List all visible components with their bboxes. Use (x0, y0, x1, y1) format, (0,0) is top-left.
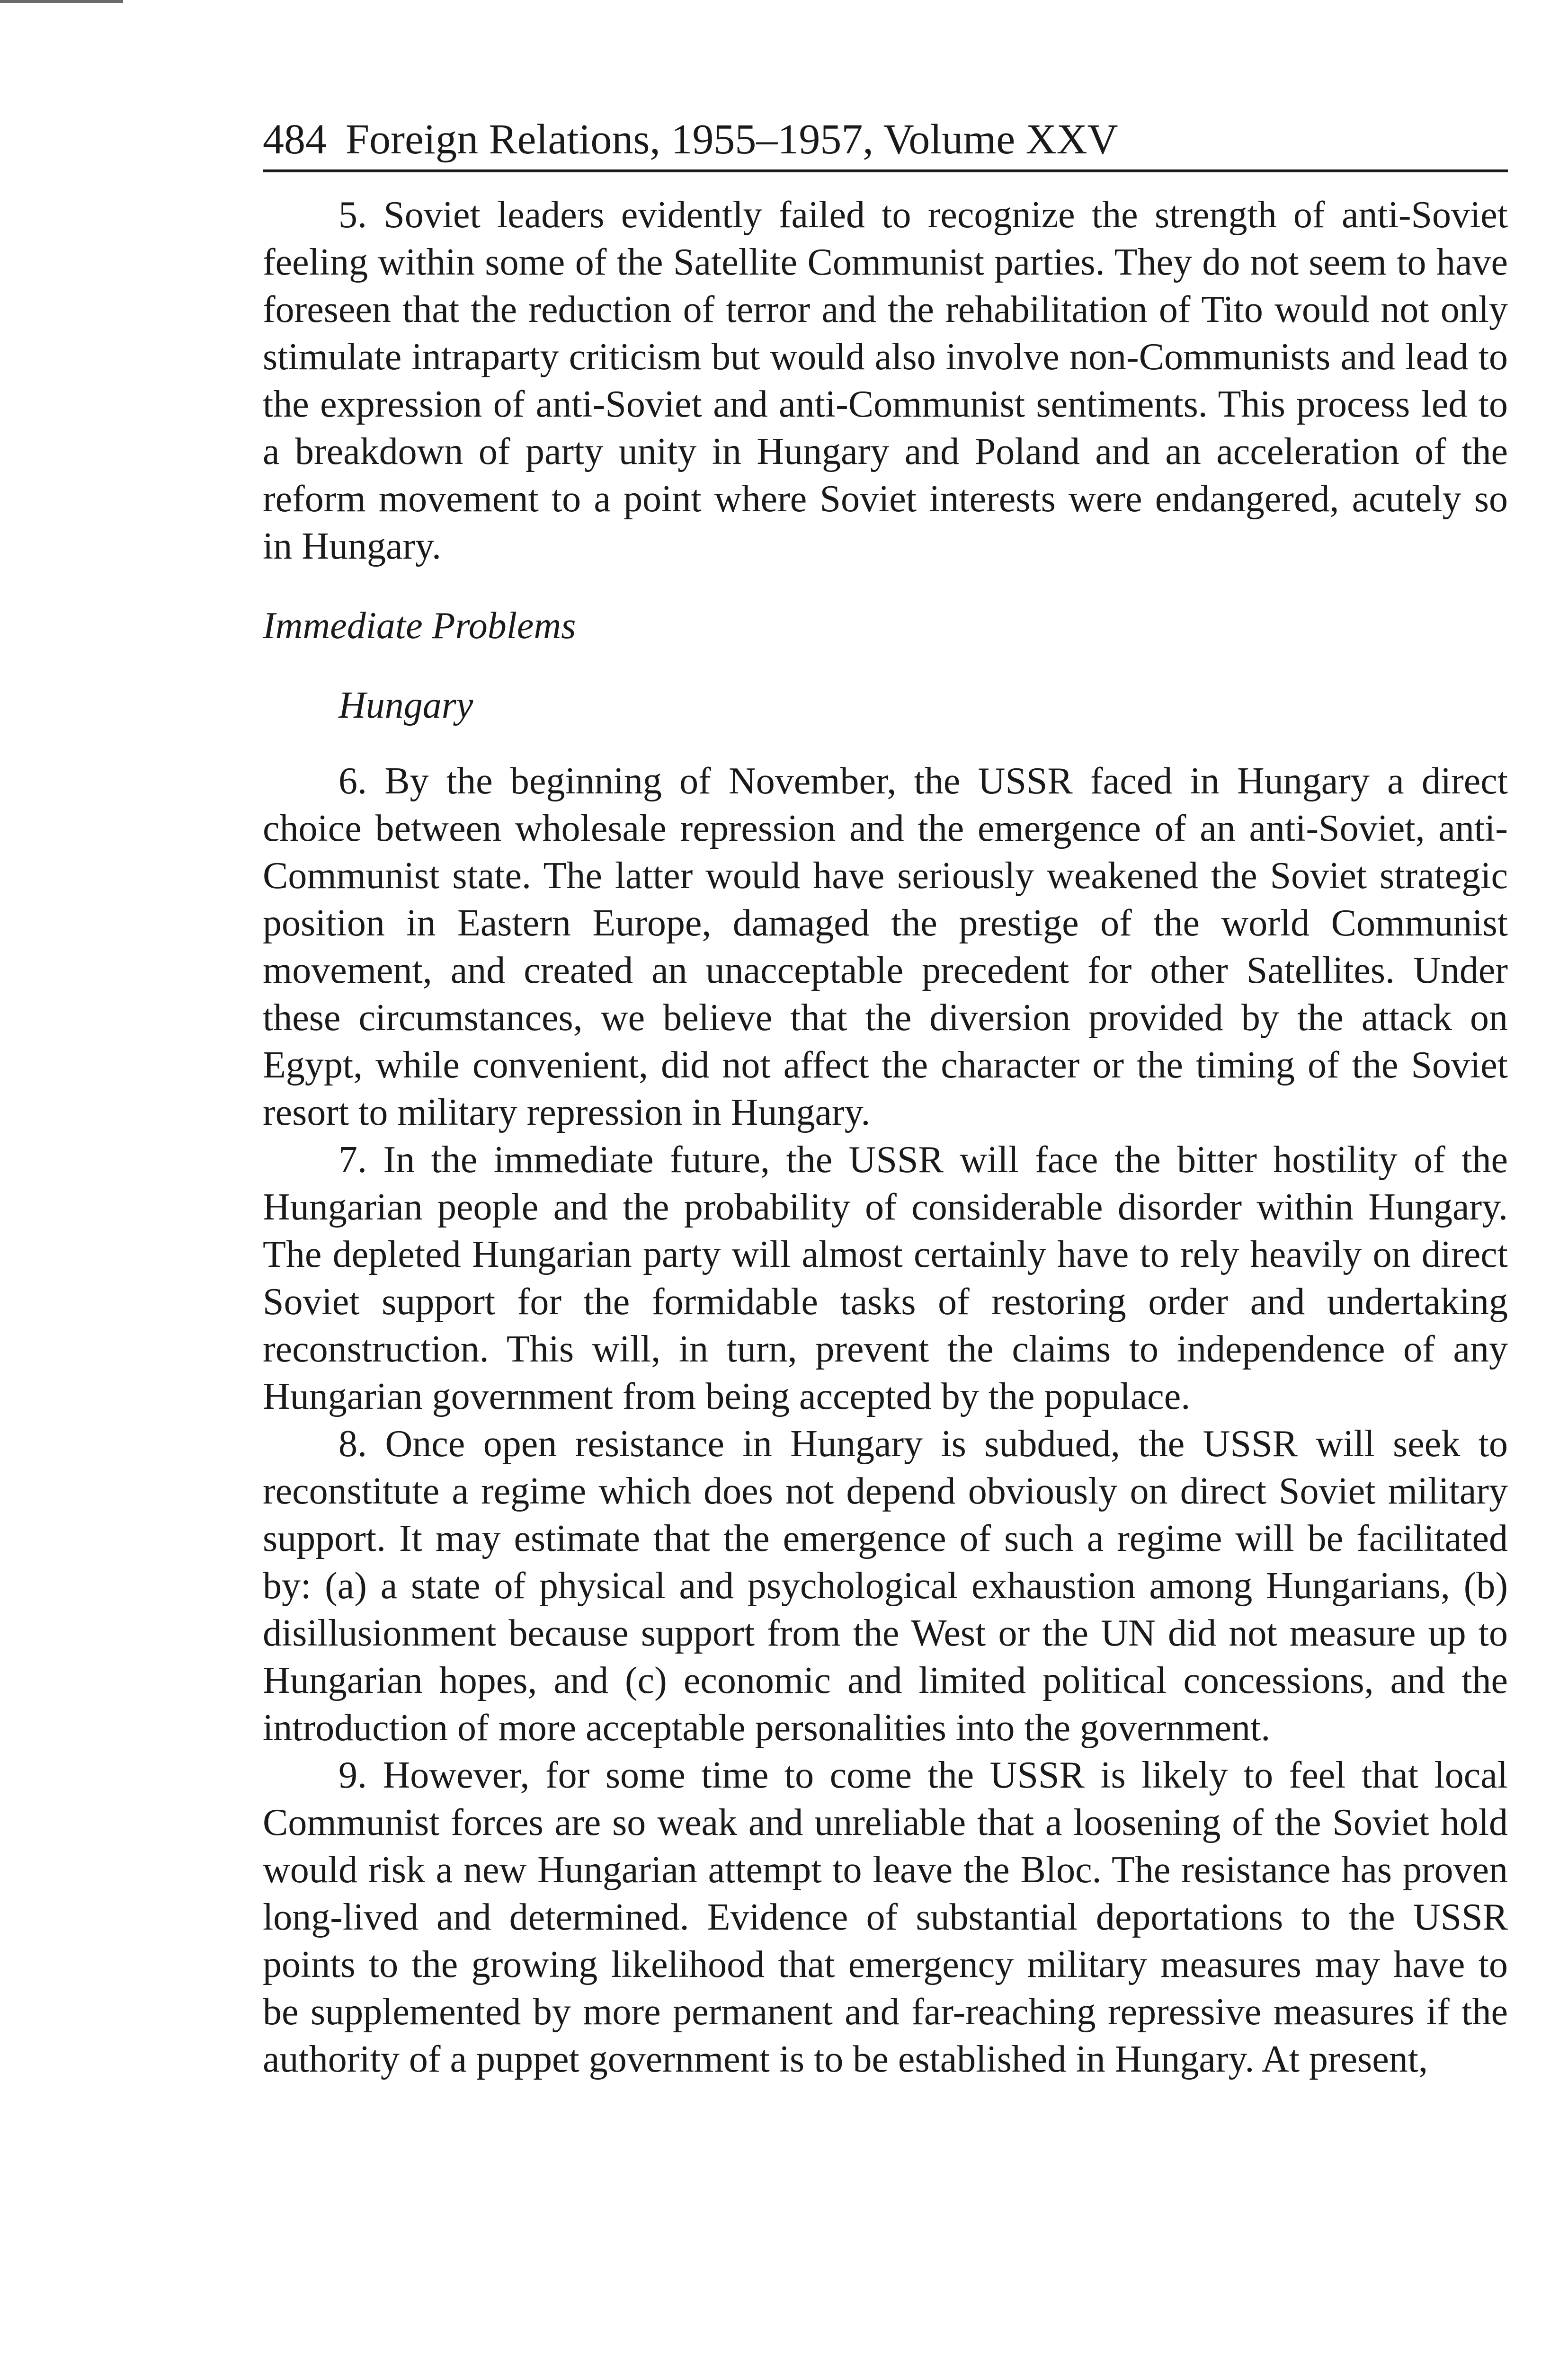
publication-title: Foreign Relations, 1955–1957, Volume XXV (346, 116, 1118, 163)
section-heading: Immediate Problems (263, 605, 576, 647)
page-number: 484 (263, 116, 327, 163)
paragraph-8: 8. Once open resistance in Hungary is subdued, the USSR will seek to reconstitute a regime which does not depend obviously on direct Soviet military support. It may estimate that the emergence of such a regime will be facilitated by: (a) a state of physical and psychological exhaustion among Hungarians, (b) disillusionment because support from the West or the UN did not measure up to Hungarian hopes, and (c) economic and limited political concessions, and the introduction of more acceptable personalities into the government. (263, 1423, 1508, 1749)
paragraph-6: 6. By the beginning of November, the USSR faced in Hungary a direct choice between wholesale repression and the emergence of an anti-Soviet, anti-Communist state. The latter would have seriously weakened the Soviet strategic position in Eastern Europe, damaged the prestige of the world Communist movement, and created an unacceptable precedent for other Satellites. Under these circumstances, we believe that the diversion provided by the attack on Egypt, while convenient, did not affect the character or the timing of the Soviet resort to military repression in Hungary. (263, 760, 1508, 1133)
document-page (263, 114, 1508, 2083)
running-header (263, 114, 1508, 172)
scan-edge-rule (0, 0, 123, 3)
subsection-heading: Hungary (339, 685, 473, 726)
paragraph-9: 9. However, for some time to come the USSR is likely to feel that local Communist forces are so weak and unreliable that a loosening of the Soviet hold would risk a new Hungarian attempt to leave the Bloc. The resistance has proven long-lived and determined. Evidence of substantial deportations to the USSR points to the growing likelihood that emergency military measures may have to be supplemented by more permanent and far-reaching repressive measures if the authority of a puppet government is to be established in Hungary. At present, (263, 1754, 1508, 2080)
paragraph-5: 5. Soviet leaders evidently failed to recognize the strength of anti-Soviet feeling within some of the Satellite Communist parties. They do not seem to have foreseen that the reduction of terror and the rehabilitation of Tito would not only stimulate intraparty criticism but would also involve non-Communists and lead to the expression of anti-Soviet and anti-Communist sentiments. This process led to a breakdown of party unity in Hungary and Poland and an acceleration of the reform movement to a point where Soviet interests were endangered, acutely so in Hungary. (263, 194, 1508, 567)
paragraph-7: 7. In the immediate future, the USSR will face the bitter hostility of the Hungarian people and the probability of considerable disorder within Hungary. The depleted Hungarian party will almost certainly have to rely heavily on direct Soviet support for the formidable tasks of restoring order and undertaking reconstruction. This will, in turn, prevent the claims to independence of any Hungarian government from being accepted by the populace. (263, 1139, 1508, 1417)
body-text (263, 191, 1508, 2083)
